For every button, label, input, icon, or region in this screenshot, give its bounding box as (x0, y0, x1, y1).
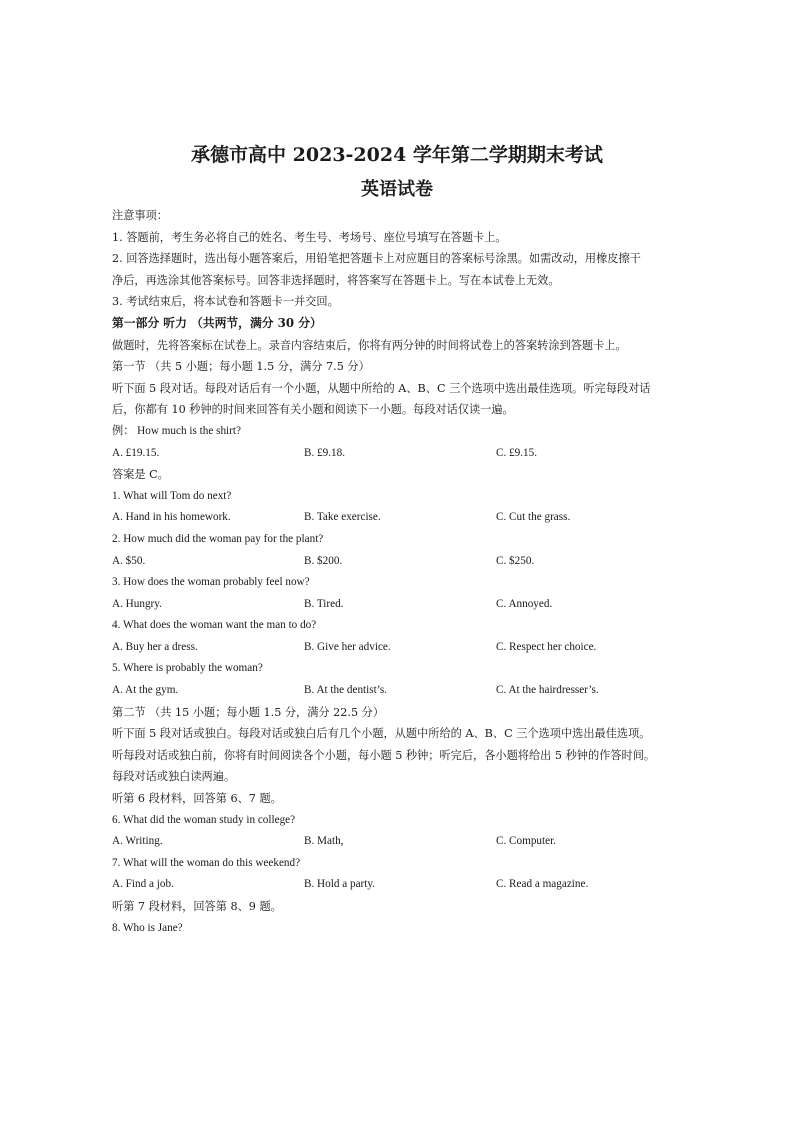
example-question: 例： How much is the shirt? (112, 424, 241, 437)
option-a: A. Writing. (112, 835, 163, 848)
question-1: 1. What will Tom do next? (112, 489, 232, 502)
option-b: B. $200. (304, 554, 343, 567)
question-8: 8. Who is Jane? (112, 921, 183, 934)
option-a: A. $50. (112, 554, 146, 567)
question-3-options (112, 594, 692, 616)
exam-title: 承德市高中 2023-2024 学年第二学期期末考试 (191, 144, 603, 166)
option-c: C. $250. (496, 554, 535, 567)
option-c: C. £9.15. (496, 446, 538, 459)
question-2-options (112, 551, 692, 573)
option-b: B. Math, (304, 835, 344, 848)
option-b: B. Take exercise. (304, 511, 381, 524)
option-b: B. At the dentist’s. (304, 684, 387, 697)
notice-item: 1. 答题前，考生务必将自己的姓名、考生号、考场号、座位号填写在答题卡上。 (112, 230, 507, 244)
question-7-options (112, 874, 692, 896)
section2-instruction: 听下面 5 段对话或独白。每段对话或独白后有几个小题，从题中所给的 A、B、C 三个选项中选出最佳选项。 (112, 727, 651, 741)
option-b: B. Give her advice. (304, 640, 391, 653)
notice-item: 3. 考试结束后，将本试卷和答题卡一并交回。 (112, 295, 339, 309)
section1-instruction: 听下面 5 段对话。每段对话后有一个小题，从题中所给的 A、B、C 三个选项中选出最佳选项。听完每段对话 (112, 381, 651, 395)
part1-heading: 第一部分 听力 （共两节，满分 30 分） (112, 315, 322, 330)
option-a: A. Find a job. (112, 878, 174, 891)
notice-item: 净后，再选涂其他答案标号。回答非选择题时，将答案写在答题卡上。写在本试卷上无效。 (112, 273, 560, 287)
material-6-note: 听第 6 段材料，回答第 6、7 题。 (112, 792, 282, 806)
question-5: 5. Where is probably the woman? (112, 662, 263, 675)
option-c: C. Computer. (496, 835, 556, 848)
question-3: 3. How does the woman probably feel now? (112, 576, 310, 589)
question-4: 4. What does the woman want the man to do? (112, 619, 317, 632)
material-7-note: 听第 7 段材料，回答第 8、9 题。 (112, 900, 282, 913)
exam-subtitle: 英语试卷 (361, 179, 433, 200)
section1-instruction: 后，你都有 10 秒钟的时间来回答有关小题和阅读下一小题。每段对话仅读一遍。 (112, 403, 514, 417)
option-b: B. Tired. (304, 597, 344, 610)
option-a: A. At the gym. (112, 684, 179, 697)
notice-item: 2. 回答选择题时，选出每小题答案后，用铅笔把答题卡上对应题目的答案标号涂黑。如需改动，用橡皮擦干 (112, 252, 641, 266)
section2-instruction: 听每段对话或独白前，你将有时间阅读各个小题，每小题 5 秒钟；听完后，各小题将给出 5 秒钟的作答时间。 (112, 748, 656, 762)
option-c: C. Respect her choice. (496, 640, 597, 653)
question-1-options (112, 507, 692, 529)
example-answer: 答案是 C。 (112, 468, 169, 482)
option-a: A. £19.15. (112, 446, 160, 459)
option-b: B. £9.18. (304, 446, 346, 459)
part1-instruction: 做题时，先将答案标在试卷上。录音内容结束后，你将有两分钟的时间将试卷上的答案转涂到答题卡上。 (112, 338, 627, 352)
question-4-options (112, 637, 692, 659)
section2-heading: 第二节 （共 15 小题；每小题 1.5 分，满分 22.5 分） (112, 705, 385, 719)
question-6-options (112, 831, 692, 853)
question-2: 2. How much did the woman pay for the plant? (112, 532, 324, 545)
question-7: 7. What will the woman do this weekend? (112, 856, 301, 869)
section1-heading: 第一节 （共 5 小题；每小题 1.5 分，满分 7.5 分） (112, 360, 370, 374)
question-5-options (112, 680, 692, 702)
example-options (112, 443, 692, 465)
option-c: C. Cut the grass. (496, 511, 571, 524)
option-c: C. Read a magazine. (496, 878, 589, 891)
option-b: B. Hold a party. (304, 878, 376, 891)
exam-body (112, 205, 692, 939)
option-a: A. Buy her a dress. (112, 640, 198, 653)
option-c: C. Annoyed. (496, 597, 553, 610)
notice-heading: 注意事项： (112, 209, 168, 222)
section2-instruction: 每段对话或独白读两遍。 (112, 770, 236, 784)
option-c: C. At the hairdresser’s. (496, 684, 599, 697)
question-6: 6. What did the woman study in college? (112, 813, 296, 826)
option-a: A. Hand in his homework. (112, 511, 231, 524)
option-a: A. Hungry. (112, 597, 162, 610)
